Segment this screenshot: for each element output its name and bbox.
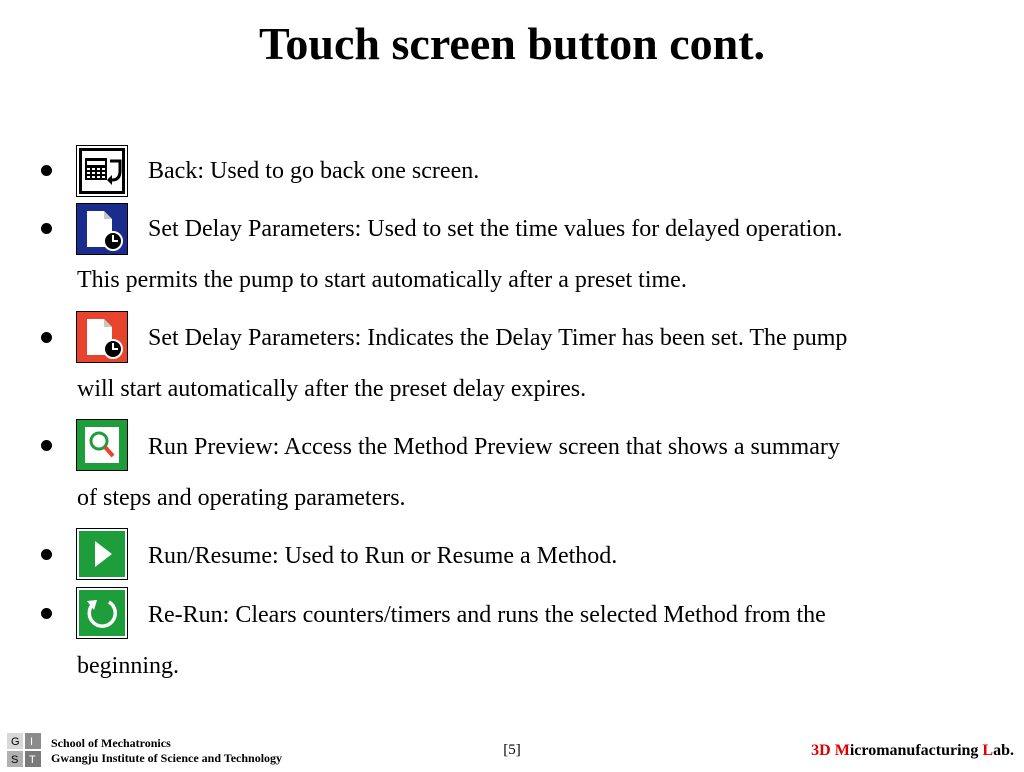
bullet — [41, 223, 52, 234]
lab-name — [811, 741, 1014, 761]
school-name: School of Mechatronics — [51, 736, 171, 750]
back-screen-icon — [76, 145, 128, 197]
lab-name-middle: icromanufacturing — [849, 742, 983, 759]
bullet — [41, 549, 52, 560]
logo-letter-s: S — [11, 754, 19, 766]
lab-name-l: L — [982, 742, 994, 759]
run-preview-icon — [76, 419, 128, 471]
slide-title: Touch screen button cont. — [258, 18, 766, 69]
bullet — [41, 165, 52, 176]
item-text: Set Delay Parameters: Used to set the time values for delayed operation. — [148, 216, 843, 242]
bullet — [41, 440, 52, 451]
item-text-continued: of steps and operating parameters. — [77, 485, 406, 511]
bullet — [41, 332, 52, 343]
delay-parameters-icon — [76, 203, 128, 255]
item-text: Re-Run: Clears counters/timers and runs the selected Method from the — [148, 602, 826, 628]
institute-name: Gwangju Institute of Science and Technology — [51, 751, 283, 765]
run-resume-icon — [76, 528, 128, 580]
item-text: Run Preview: Access the Method Preview screen that shows a summary — [148, 434, 840, 460]
lab-name-3d: 3D — [811, 742, 835, 759]
item-text-continued: This permits the pump to start automatically after a preset time. — [77, 267, 687, 293]
page-number: [5] — [503, 742, 521, 758]
rerun-icon — [76, 587, 128, 639]
item-text: Set Delay Parameters: Indicates the Delay Timer has been set. The pump — [148, 325, 848, 351]
lab-name-end: ab. — [993, 742, 1014, 759]
item-text: Back: Used to go back one screen. — [148, 158, 480, 184]
logo-letter-g: G — [11, 736, 20, 748]
logo-letter-i: I — [30, 736, 34, 748]
logo-letter-t: T — [29, 754, 36, 766]
lab-name-m: M — [834, 742, 850, 759]
delay-timer-set-icon — [76, 311, 128, 363]
item-text-continued: beginning. — [77, 653, 179, 679]
item-text-continued: will start automatically after the preset delay expires. — [77, 376, 587, 402]
item-text: Run/Resume: Used to Run or Resume a Method. — [148, 543, 618, 569]
bullet — [41, 608, 52, 619]
